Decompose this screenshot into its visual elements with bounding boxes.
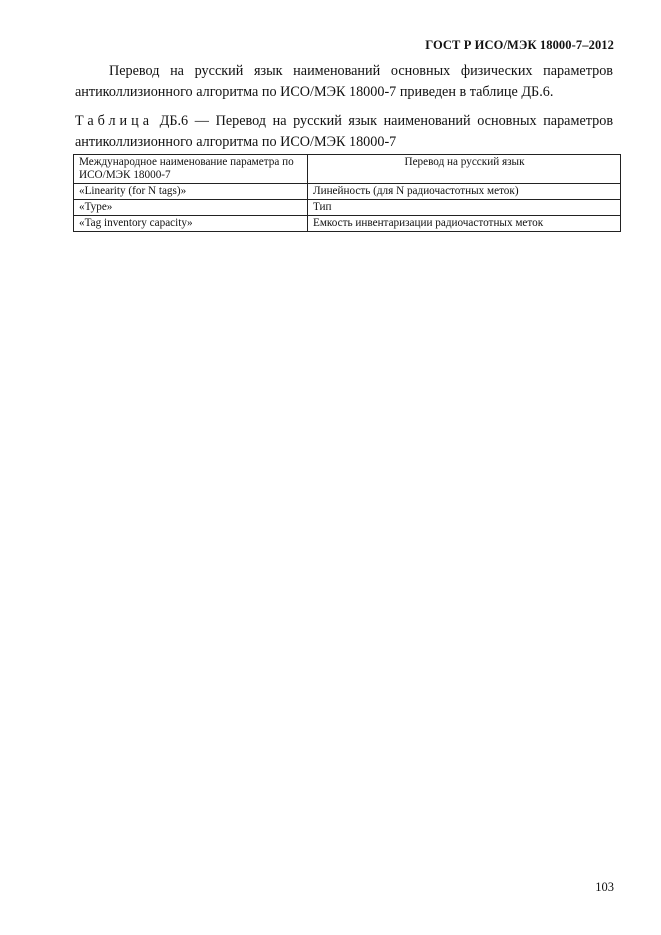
table-header-row [74, 155, 621, 184]
document-header: ГОСТ Р ИСО/МЭК 18000-7–2012 [425, 38, 614, 52]
table-cell-russian-translation: Емкость инвентаризации радиочастотных меток [308, 216, 621, 232]
page-number: 103 [595, 880, 614, 894]
table-cell-russian-translation: Линейность (для N радиочастотных меток) [308, 184, 621, 200]
intro-paragraph: Перевод на русский язык наименований основных физических параметров антиколлизионного алгоритма по ИСО/МЭК 18000-7 приведен в таблице ДБ.6. [75, 63, 613, 100]
table-caption [75, 111, 613, 153]
table-row [74, 216, 621, 232]
table-row [74, 200, 621, 216]
table-cell-international-name: «Linearity (for N tags)» [74, 184, 308, 200]
table-caption-label: Таблица [75, 113, 154, 129]
table-caption-text: — Перевод на русский язык наименований основных параметров антиколлизионного алгоритма по ИСО/МЭК 18000-7 [75, 113, 614, 150]
column-header-russian-translation: Перевод на русский язык [308, 155, 621, 184]
table-cell-russian-translation: Тип [308, 200, 621, 216]
table-cell-international-name: «Tag inventory capacity» [74, 216, 308, 232]
translation-table [73, 154, 621, 232]
table-row [74, 184, 621, 200]
table-caption-number: ДБ.6 [159, 113, 189, 129]
column-header-international-name: Международное наименование параметра по ИСО/МЭК 18000-7 [74, 155, 308, 184]
table-cell-international-name: «Type» [74, 200, 308, 216]
